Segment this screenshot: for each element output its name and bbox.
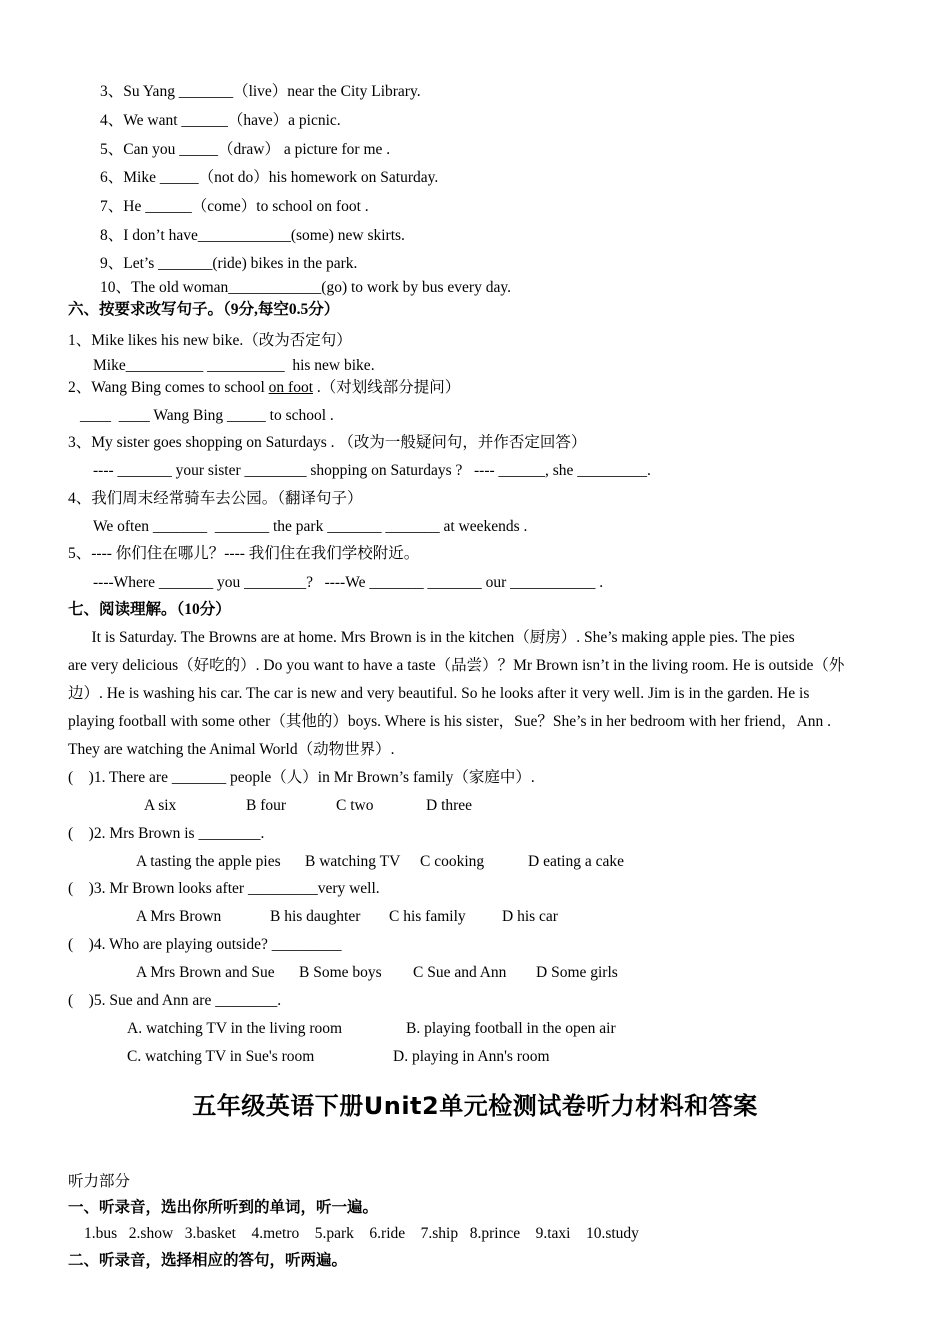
section6-question-1: 1、Mike likes his new bike.（改为否定句）: [68, 332, 352, 349]
section7-heading: 七、阅读理解。（10分）: [68, 601, 231, 618]
section6-answer-3: ---- _______ your sister ________ shopping on Saturdays ? ---- ______, she _________.: [93, 462, 651, 479]
option: B Some boys: [299, 964, 382, 981]
reading-question-4: ( )4. Who are playing outside? _________: [68, 936, 342, 953]
section6-answer-5: ----Where _______ you ________? ----We _______ _______ our ___________ .: [93, 574, 604, 591]
option: A Mrs Brown: [136, 908, 222, 925]
fill-blank-item-7: 7、He ______（come）to school on foot .: [100, 198, 369, 215]
fill-blank-item-9: 9、Let’s _______(ride) bikes in the park.: [100, 255, 358, 272]
listening-label: 听力部分: [68, 1173, 131, 1190]
option: C two: [336, 797, 374, 814]
q2-suffix: .（对划线部分提问）: [313, 379, 461, 396]
option: C Sue and Ann: [413, 964, 507, 981]
section6-answer-4: We often _______ _______ the park _______ _______ at weekends .: [93, 518, 528, 535]
section6-question-3: 3、My sister goes shopping on Saturdays . （改为一般疑问句，并作否定回答）: [68, 434, 587, 451]
passage-line: 边）. He is washing his car. The car is new and very beautiful. So he looks after it very well. Jim is in the garden. He is: [68, 685, 810, 702]
option: D Some girls: [536, 964, 618, 981]
option: C cooking: [420, 853, 485, 870]
q2-underlined-phrase: on foot: [268, 379, 314, 396]
option: A. watching TV in the living room: [127, 1020, 343, 1037]
option: A six: [144, 797, 177, 814]
option: D eating a cake: [528, 853, 624, 870]
option: D. playing in Ann's room: [393, 1048, 550, 1065]
fill-blank-item-6: 6、Mike _____（not do）his homework on Saturday.: [100, 169, 439, 186]
section6-question-2: [68, 380, 460, 396]
option: C his family: [389, 908, 466, 925]
passage-line: It is Saturday. The Browns are at home. Mrs Brown is in the kitchen（厨房）. She’s making apple pies. The pies: [76, 629, 795, 646]
option: B four: [246, 797, 287, 814]
option: D three: [426, 797, 473, 814]
reading-question-5: ( )5. Sue and Ann are ________.: [68, 992, 282, 1009]
passage-line: They are watching the Animal World（动物世界）.: [68, 741, 395, 758]
section6-answer-1: Mike__________ __________ his new bike.: [93, 357, 375, 374]
fill-blank-item-4: 4、We want ______（have）a picnic.: [100, 112, 341, 129]
option: A Mrs Brown and Sue: [136, 964, 275, 981]
fill-blank-item-10: 10、The old woman____________(go) to work by bus every day.: [100, 279, 511, 296]
listening-part1-heading: 一、听录音，选出你所听到的单词，听一遍。: [68, 1199, 379, 1216]
q2-prefix: 2、Wang Bing comes to school: [68, 379, 269, 396]
option: B. playing football in the open air: [406, 1020, 616, 1037]
answer-key-title: 五年级英语下册Unit2单元检测试卷听力材料和答案: [192, 1092, 758, 1120]
fill-blank-item-5: 5、Can you _____（draw） a picture for me .: [100, 141, 391, 158]
option: B watching TV: [305, 853, 401, 870]
option: D his car: [502, 908, 558, 925]
fill-blank-item-3: 3、Su Yang _______（live）near the City Library.: [100, 83, 421, 100]
option: A tasting the apple pies: [136, 853, 281, 870]
section6-question-5: 5、---- 你们住在哪儿？---- 我们住在我们学校附近。: [68, 545, 420, 562]
fill-blank-item-8: 8、I don’t have____________(some) new skirts.: [100, 227, 405, 244]
listening-part1-words: 1.bus 2.show 3.basket 4.metro 5.park 6.ride 7.ship 8.prince 9.taxi 10.study: [84, 1225, 639, 1242]
section6-answer-2: ____ ____ Wang Bing _____ to school .: [80, 407, 334, 424]
option: B his daughter: [270, 908, 361, 925]
section6-heading: 六、按要求改写句子。（9分,每空0.5分）: [68, 301, 340, 318]
passage-line: playing football with some other（其他的）boys. Where is his sister，Sue？She’s in her bedroom with her friend，Ann .: [68, 713, 831, 730]
option: C. watching TV in Sue's room: [127, 1048, 315, 1065]
passage-line: are very delicious（好吃的）. Do you want to have a taste（品尝）？Mr Brown isn’t in the living room. He is outside（外: [68, 657, 845, 674]
section6-question-4: 4、我们周末经常骑车去公园。（翻译句子）: [68, 490, 363, 507]
reading-question-1: ( )1. There are _______ people（人）in Mr Brown’s family（家庭中）.: [68, 769, 535, 786]
listening-part2-heading: 二、听录音，选择相应的答句，听两遍。: [68, 1252, 348, 1269]
reading-question-2: ( )2. Mrs Brown is ________.: [68, 825, 265, 842]
reading-question-3: ( )3. Mr Brown looks after _________very well.: [68, 880, 380, 897]
